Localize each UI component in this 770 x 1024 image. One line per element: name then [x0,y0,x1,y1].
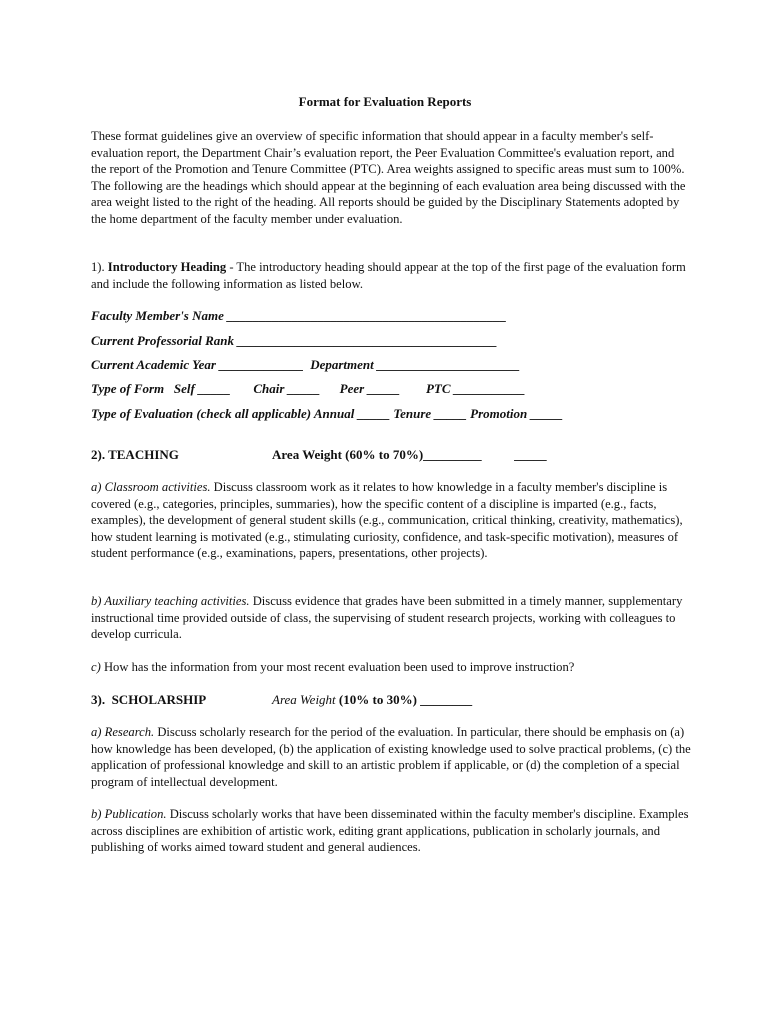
intro-paragraph: These format guidelines give an overview of specific information that should appear in a faculty member's self-evaluation report, the Department Chair’s evaluation report, the Peer Evaluation Committee's evaluation report, and the report of the Promotion and Tenure Committee (PTC). Area weights assigned to specific areas must sum to 100%. The following are the headings which should appear at the beginning of each evaluation area being discussed with the area weight listed to the right of the heading. All reports should be guided by the Disciplinary Statements adopted by the home department of the faculty member under evaluation. [91,129,686,226]
page-title: Format for Evaluation Reports [298,94,472,109]
research-paragraph [91,724,691,790]
research-label: a) Research. [91,725,155,739]
teaching-area-weight: Area Weight (60% to 70%)_________ _____ [272,447,547,462]
teaching-heading: 2). TEACHING [91,447,179,462]
section-1-heading: Introductory Heading [107,260,227,274]
scholarship-area-weight [272,692,472,709]
research-text: Discuss scholarly research for the period of the evaluation. In particular, there should be emphasis on (a) how knowledge has been developed, (b) the application of existing knowledge used to solve practical problems, (c) the application of professional knowledge and skill to an artistic problem if applicable, or (d) the completion of a special program of intellectual development. [91,725,691,789]
classroom-activities-text: Discuss classroom work as it relates to how knowledge in a faculty member's discipline is covered (e.g., categories, principles, summaries), how the specific content of a discipline is imparted (e.g., facts, examples), the development of general student skills (e.g., communication, critical thinking, creativity, mathematics), how student learning is motivated (e.g., stimulating curiosity, confidence, and task-specific motivation), measures of student performance (e.g., examinations, papers, presentations, other projects). [91,480,683,560]
instruction-improvement-paragraph [91,659,691,676]
scholarship-weight-range: (10% to 30%) ________ [335,692,473,707]
scholarship-heading: 3). SCHOLARSHIP [91,692,207,707]
section-1-text: - The introductory heading should appear at the top of the first page of the evaluation form and include the following information as listed below. [91,260,686,291]
scholarship-weight-label: Area Weight [272,692,336,707]
professorial-rank-field: Current Professorial Rank ________________________________________ [91,333,498,348]
publication-text: Discuss scholarly works that have been disseminated within the faculty member's discipline. Examples across disciplines are exhibition of artistic work, editing grant applications, publication in scholarly journals, and publishing of works aimed toward student and general audiences. [91,807,689,854]
auxiliary-teaching-paragraph [91,593,691,643]
section-1-paragraph [91,259,691,292]
evaluation-type-field: Type of Evaluation (check all applicable) Annual _____ Tenure _____ Promotion _____ [91,406,563,421]
publication-paragraph [91,806,691,856]
academic-year-department-field: Current Academic Year _____________ Department ______________________ [91,357,520,372]
classroom-activities-paragraph [91,479,691,562]
instruction-improvement-label: c) [91,660,101,674]
auxiliary-teaching-text: Discuss evidence that grades have been submitted in a timely manner, supplementary instructional time provided outside of class, the supervising of student research projects, working with colleagues to develop curricula. [91,594,683,641]
classroom-activities-label: a) Classroom activities. [91,480,211,494]
instruction-improvement-text: How has the information from your most recent evaluation been used to improve instruction? [100,660,575,674]
publication-label: b) Publication. [91,807,167,821]
form-type-field: Type of Form Self _____ Chair _____ Peer _____ PTC ___________ [91,381,526,396]
auxiliary-teaching-label: b) Auxiliary teaching activities. [91,594,250,608]
section-1-number: 1). [91,260,108,274]
faculty-name-field: Faculty Member's Name ___________________________________________ [91,308,507,323]
